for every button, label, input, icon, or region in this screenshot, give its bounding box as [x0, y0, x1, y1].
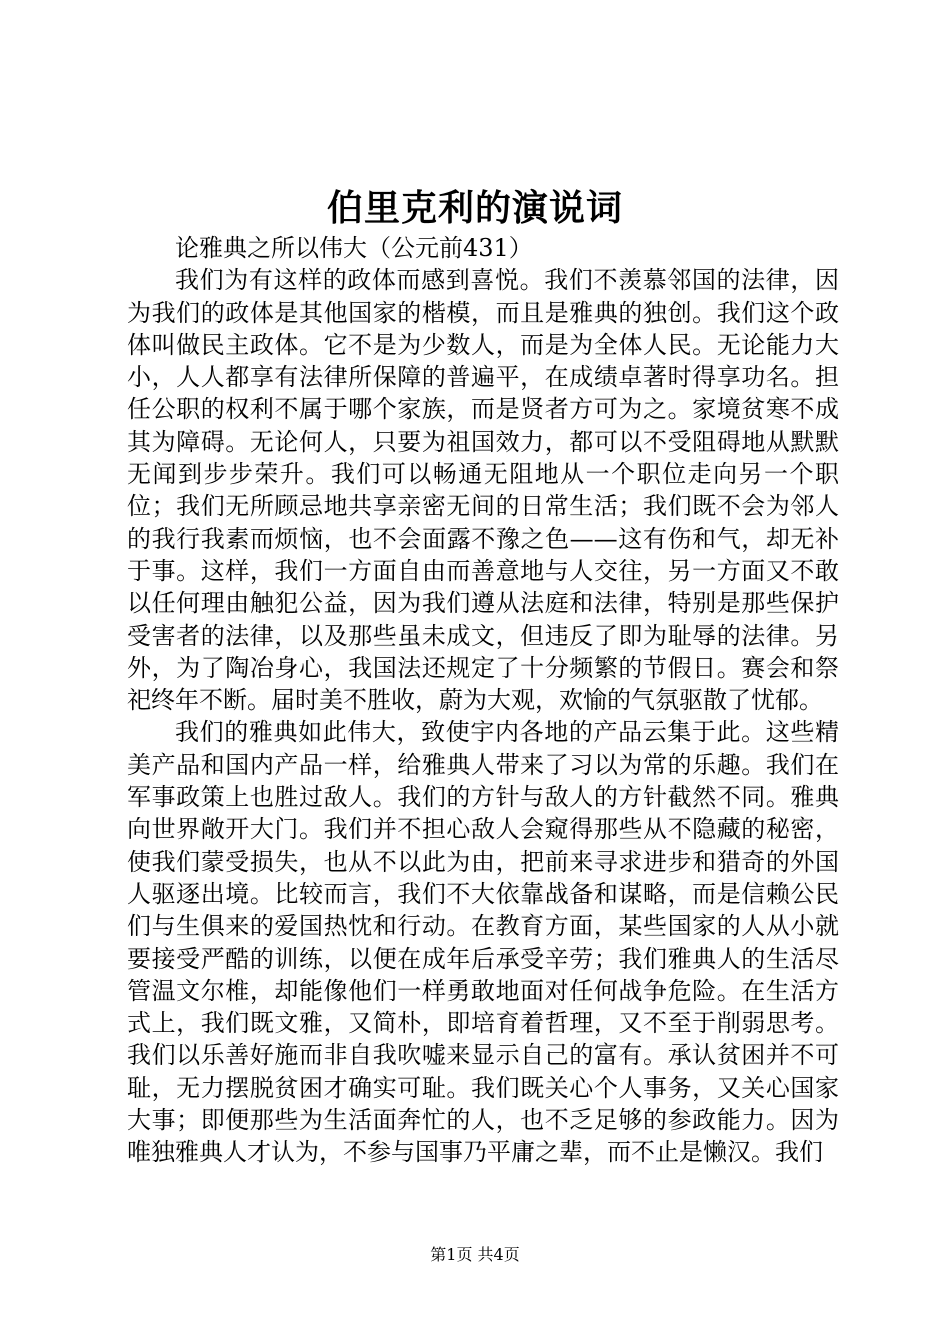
- paragraph-1: 我们为有这样的政体而感到喜悦。我们不羡慕邻国的法律，因为我们的政体是其他国家的楷模，而且是雅典的独创。我们这个政体叫做民主政体。它不是为少数人，而是为全体人民。无论能力大小，人人都享有法律所保障的普遍平，在成绩卓著时得享功名。担任公职的权利不属于哪个家族，而是贤者方可为之。家境贫寒不成其为障碍。无论何人，只要为祖国效力，都可以不受阻碍地从默默无闻到步步荣升。我们可以畅通无阻地从一个职位走向另一个职位；我们无所顾忌地共享亲密无间的日常生活；我们既不会为邻人的我行我素而烦恼，也不会面露不豫之色——这有伤和气，却无补于事。这样，我们一方面自由而善意地与人交往，另一方面又不敢以任何理由触犯公益，因为我们遵从法庭和法律，特别是那些保护受害者的法律，以及那些虽未成文，但违反了即为耻辱的法律。另外，为了陶冶身心，我国法还规定了十分频繁的节假日。赛会和祭祀终年不断。届时美不胜收，蔚为大观，欢愉的气氛驱散了忧郁。: [127, 266, 839, 715]
- document-title: 伯里克利的演说词: [326, 187, 623, 229]
- document-subtitle: 论雅典之所以伟大（公元前431）: [175, 234, 533, 262]
- paragraph-2: 我们的雅典如此伟大，致使宇内各地的产品云集于此。这些精美产品和国内产品一样，给雅典人带来了习以为常的乐趣。我们在军事政策上也胜过敌人。我们的方针与敌人的方针截然不同。雅典向世界敞开大门。我们并不担心敌人会窥得那些从不隐藏的秘密，使我们蒙受损失，也从不以此为由，把前来寻求进步和猎奇的外国人驱逐出境。比较而言，我们不大依靠战备和谋略，而是信赖公民们与生俱来的爱国热忱和行动。在教育方面，某些国家的人从小就要接受严酷的训练，以便在成年后承受辛劳；我们雅典人的生活尽管温文尔椎，却能像他们一样勇敢地面对任何战争危险。在生活方式上，我们既文雅，又简朴，即培育着哲理，又不至于削弱思考。我们以乐善好施而非自我吹嘘来显示自己的富有。承认贫困并不可耻，无力摆脱贫困才确实可耻。我们既关心个人事务，又关心国家大事；即便那些为生活面奔忙的人，也不乏足够的参政能力。因为唯独雅典人才认为，不参与国事乃平庸之辈，而不止是懒汉。我们: [127, 718, 839, 1167]
- document-body: [127, 232, 839, 1169]
- page-footer: 第1页 共4页: [430, 1245, 520, 1264]
